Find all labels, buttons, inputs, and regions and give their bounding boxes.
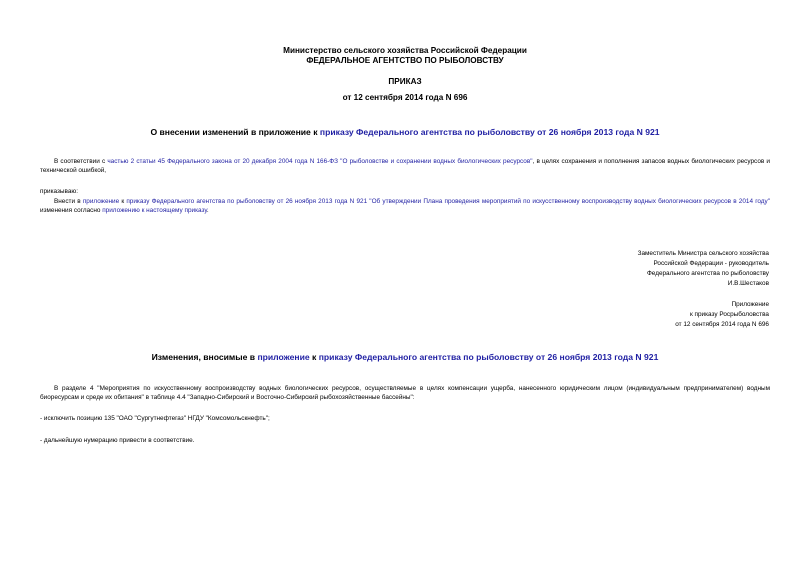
changes-intro: В разделе 4 "Мероприятия по искусственному воспроизводству водных биологических ресурсов, осуществляемые в целях компенсации ущерба, нанесенного юридическим лицом (индивидуальным предпринимателем) водным биоресурсам и среде их обитания" в таблице 4.4 "Западно-Сибирский и Восточно-Сибирский рыбохозяйственные бассейны": [40, 385, 770, 401]
document-title [40, 127, 770, 137]
clause-paragraph [40, 197, 770, 215]
preamble-text-2: , в целях сохранения и пополнения запасов водных биологических ресурсов и технической ошибкой, [40, 158, 771, 174]
header-block [40, 46, 770, 103]
changes-title [40, 352, 770, 362]
appendix-link[interactable]: приложение [82, 198, 120, 205]
change-item-2: - дальнейшую нумерацию привести в соответствие. [40, 437, 195, 444]
signature-line-1: Заместитель Министра сельского хозяйства [637, 250, 769, 257]
changes-title-prefix: Изменения, вносимые в [151, 352, 258, 362]
clause-text-1: Внести в [54, 198, 83, 205]
clause-text-4: . [206, 207, 209, 214]
agency-name: ФЕДЕРАЛЬНОЕ АГЕНТСТВО ПО РЫБОЛОВСТВУ [306, 56, 504, 65]
changes-order-link[interactable]: приказу Федерального агентства по рыболовству от 26 ноября 2013 года N 921 [318, 352, 659, 362]
signature-name: И.В.Шестаков [727, 280, 769, 287]
title-link[interactable]: приказу Федерального агентства по рыболовству от 26 ноября 2013 года N 921 [319, 127, 660, 137]
order-word: приказываю: [40, 188, 78, 195]
signature-line-3: Федерального агентства по рыболовству [646, 270, 769, 277]
signature-line-2: Российской Федерации - руководитель [653, 260, 769, 267]
change-item-1: - исключить позицию 135 "ОАО "Сургутнефтегаз" НГДУ "Комсомольскнефть"; [40, 415, 270, 422]
changes-appendix-link[interactable]: приложение [257, 352, 310, 362]
appendix-line-2: к приказу Росрыболовства [689, 311, 769, 318]
doc-type: ПРИКАЗ [388, 77, 422, 86]
this-order-appendix-link[interactable]: приложению к настоящему приказу [102, 207, 207, 214]
clause-text-3: изменения согласно [40, 207, 103, 214]
changes-title-mid: к [309, 352, 319, 362]
appendix-line-3: от 12 сентября 2014 года N 696 [675, 321, 769, 328]
signature-block [638, 249, 769, 289]
ministry-name: Министерство сельского хозяйства Российской Федерации [283, 46, 527, 55]
federal-law-link[interactable]: частью 2 статьи 45 Федерального закона от 20 декабря 2004 года N 166-ФЗ "О рыболовстве и сохранении водных биологических ресурсов" [107, 158, 533, 165]
preamble-text-1: В соответствии с [54, 158, 108, 165]
preamble-paragraph [40, 157, 770, 175]
appendix-line-1: Приложение [731, 301, 769, 308]
order-921-link[interactable]: приказу Федерального агентства по рыболовству от 26 ноября 2013 года N 921 "Об утверждении Плана проведения мероприятий по искусственному воспроизводству водных биологических ресурсов в 2014 году" [126, 198, 770, 205]
appendix-reference [675, 300, 769, 330]
clause-text-2: к [119, 198, 127, 205]
title-prefix: О внесении изменений в приложение к [150, 127, 320, 137]
doc-date: от 12 сентября 2014 года N 696 [342, 93, 468, 102]
